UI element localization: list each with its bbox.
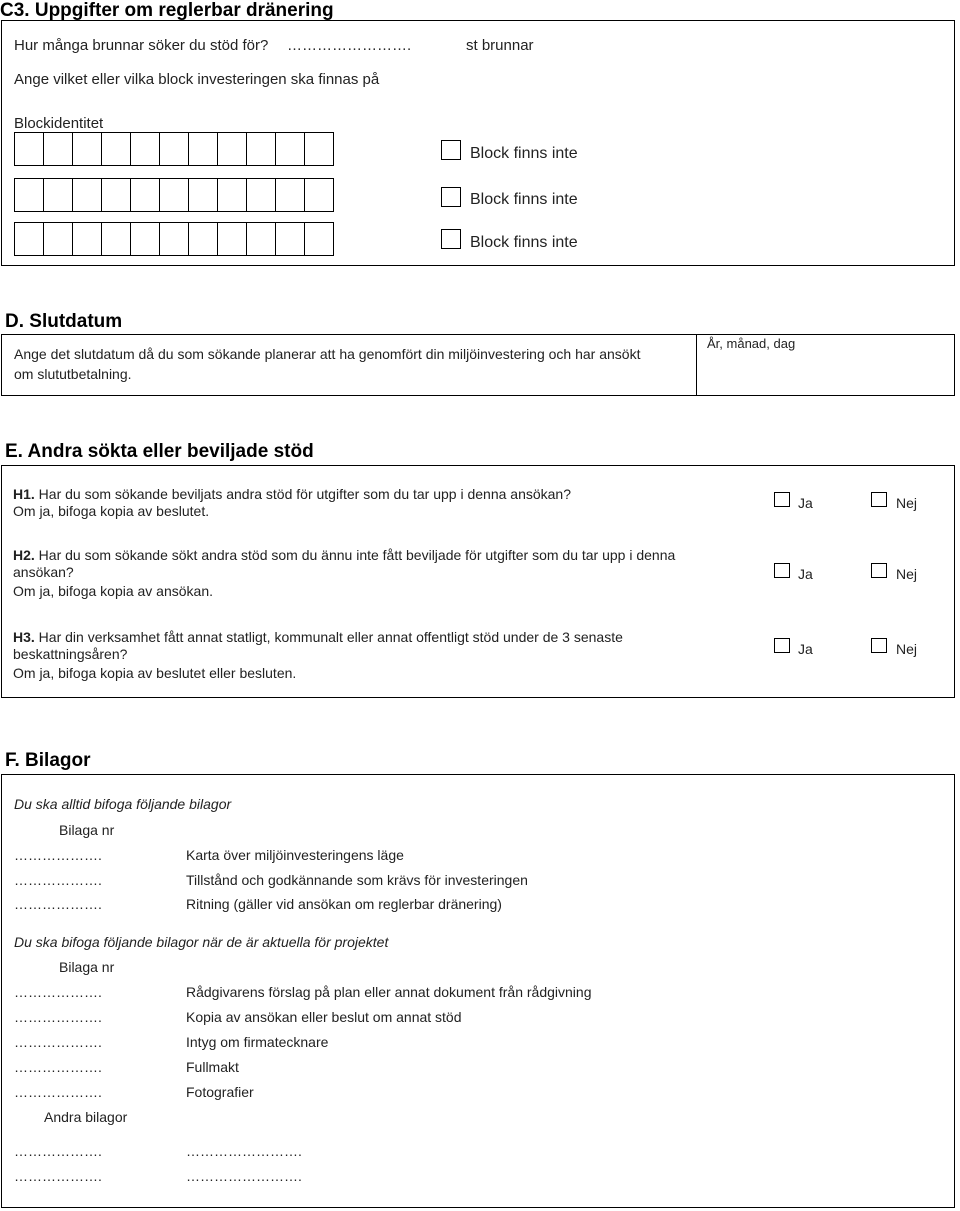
section-f-box bbox=[1, 774, 955, 1208]
bilaga-desc: Fotografier bbox=[186, 1084, 254, 1100]
group2-col-label: Bilaga nr bbox=[59, 959, 115, 975]
section-d-heading: D. Slutdatum bbox=[5, 311, 123, 332]
h1-nej-checkbox[interactable] bbox=[871, 492, 887, 507]
block-question: Ange vilket eller vilka block investeringen ska finnas på bbox=[14, 71, 380, 88]
h1-question-text: Har du som sökande beviljats andra stöd för utgifter som du tar upp i denna ansökan? bbox=[34, 486, 572, 502]
h3-question-line1 bbox=[13, 629, 623, 645]
section-e-heading: E. Andra sökta eller beviljade stöd bbox=[5, 441, 314, 462]
h2-question-line1 bbox=[13, 547, 675, 563]
block-finns-inte-checkbox-2[interactable] bbox=[441, 187, 461, 207]
h1-question-line2: Om ja, bifoga kopia av beslutet. bbox=[13, 503, 210, 519]
h1-number: H1. bbox=[13, 486, 35, 502]
slutdatum-text-line1: Ange det slutdatum då du som sökande planerar att ha genomfört din miljöinvestering och har ansökt bbox=[14, 346, 641, 362]
bilaga-desc: Ritning (gäller vid ansökan om reglerbar dränering) bbox=[186, 896, 502, 912]
h1-question-line1 bbox=[13, 486, 571, 502]
h2-ja-label: Ja bbox=[798, 566, 813, 582]
section-d-box bbox=[1, 334, 955, 396]
h2-question-text: Har du som sökande sökt andra stöd som du ännu inte fått beviljade för utgifter som du tar upp i denna bbox=[34, 547, 676, 563]
bilaga-nr-field[interactable]: ………………. bbox=[14, 1034, 102, 1050]
block-finns-inte-label-2: Block finns inte bbox=[470, 191, 578, 208]
other-bilaga-nr-field[interactable]: ………………. bbox=[14, 1168, 102, 1184]
block-finns-inte-label-1: Block finns inte bbox=[470, 145, 578, 162]
h3-question-text: Har din verksamhet fått annat statligt, kommunalt eller annat offentligt stöd under de 3 senaste bbox=[34, 629, 623, 645]
other-bilaga-desc-field[interactable]: ……………………. bbox=[186, 1143, 302, 1159]
bilaga-nr-field[interactable]: ………………. bbox=[14, 1059, 102, 1075]
other-bilaga-nr-field[interactable]: ………………. bbox=[14, 1143, 102, 1159]
brunnar-question: Hur många brunnar söker du stöd för? bbox=[14, 37, 269, 54]
h2-ja-checkbox[interactable] bbox=[774, 563, 790, 578]
h3-number: H3. bbox=[13, 629, 35, 645]
bilaga-nr-field[interactable]: ………………. bbox=[14, 847, 102, 863]
block-id-cells-1[interactable] bbox=[14, 132, 334, 166]
date-label: År, månad, dag bbox=[707, 336, 796, 351]
other-bilaga-desc-field[interactable]: ……………………. bbox=[186, 1168, 302, 1184]
h2-nej-label: Nej bbox=[896, 566, 918, 582]
bilaga-nr-field[interactable]: ………………. bbox=[14, 1084, 102, 1100]
bilaga-desc: Rådgivarens förslag på plan eller annat dokument från rådgivning bbox=[186, 984, 592, 1000]
h3-ja-label: Ja bbox=[798, 641, 813, 657]
h3-nej-checkbox[interactable] bbox=[871, 638, 887, 653]
section-c3-heading: C3. Uppgifter om reglerbar dränering bbox=[0, 0, 334, 21]
block-finns-inte-checkbox-1[interactable] bbox=[441, 140, 461, 160]
section-c3-box bbox=[1, 20, 955, 266]
h3-nej-label: Nej bbox=[896, 641, 918, 657]
brunnar-count-field[interactable]: ……………………. bbox=[287, 37, 412, 54]
h2-nej-checkbox[interactable] bbox=[871, 563, 887, 578]
h3-question-line3: Om ja, bifoga kopia av beslutet eller besluten. bbox=[13, 665, 297, 681]
bilaga-desc: Intyg om firmatecknare bbox=[186, 1034, 329, 1050]
bilaga-nr-field[interactable]: ………………. bbox=[14, 1009, 102, 1025]
block-finns-inte-label-3: Block finns inte bbox=[470, 234, 578, 251]
group1-title: Du ska alltid bifoga följande bilagor bbox=[14, 796, 232, 812]
bilaga-nr-field[interactable]: ………………. bbox=[14, 896, 102, 912]
group2-title: Du ska bifoga följande bilagor när de är aktuella för projektet bbox=[14, 934, 389, 950]
other-bilagor-label: Andra bilagor bbox=[44, 1109, 128, 1125]
h1-ja-checkbox[interactable] bbox=[774, 492, 790, 507]
bilaga-nr-field[interactable]: ………………. bbox=[14, 984, 102, 1000]
blockidentitet-label: Blockidentitet bbox=[14, 115, 104, 132]
bilaga-desc: Fullmakt bbox=[186, 1059, 239, 1075]
block-finns-inte-checkbox-3[interactable] bbox=[441, 229, 461, 249]
h3-question-line2: beskattningsåren? bbox=[13, 646, 128, 662]
brunnar-unit: st brunnar bbox=[466, 37, 534, 54]
bilaga-desc: Tillstånd och godkännande som krävs för investeringen bbox=[186, 872, 528, 888]
slutdatum-text-line2: om slututbetalning. bbox=[14, 366, 132, 382]
block-id-cells-3[interactable] bbox=[14, 222, 334, 256]
section-f-heading: F. Bilagor bbox=[5, 750, 91, 771]
h2-question-line3: Om ja, bifoga kopia av ansökan. bbox=[13, 583, 214, 599]
h1-ja-label: Ja bbox=[798, 495, 813, 511]
bilaga-desc: Karta över miljöinvesteringens läge bbox=[186, 847, 404, 863]
h2-question-line2: ansökan? bbox=[13, 564, 74, 580]
h1-nej-label: Nej bbox=[896, 495, 918, 511]
block-id-cells-2[interactable] bbox=[14, 178, 334, 212]
h3-ja-checkbox[interactable] bbox=[774, 638, 790, 653]
bilaga-nr-field[interactable]: ………………. bbox=[14, 872, 102, 888]
h2-number: H2. bbox=[13, 547, 35, 563]
bilaga-desc: Kopia av ansökan eller beslut om annat stöd bbox=[186, 1009, 462, 1025]
slutdatum-date-field[interactable] bbox=[697, 335, 954, 395]
group1-col-label: Bilaga nr bbox=[59, 822, 115, 838]
section-e-box bbox=[1, 465, 955, 698]
